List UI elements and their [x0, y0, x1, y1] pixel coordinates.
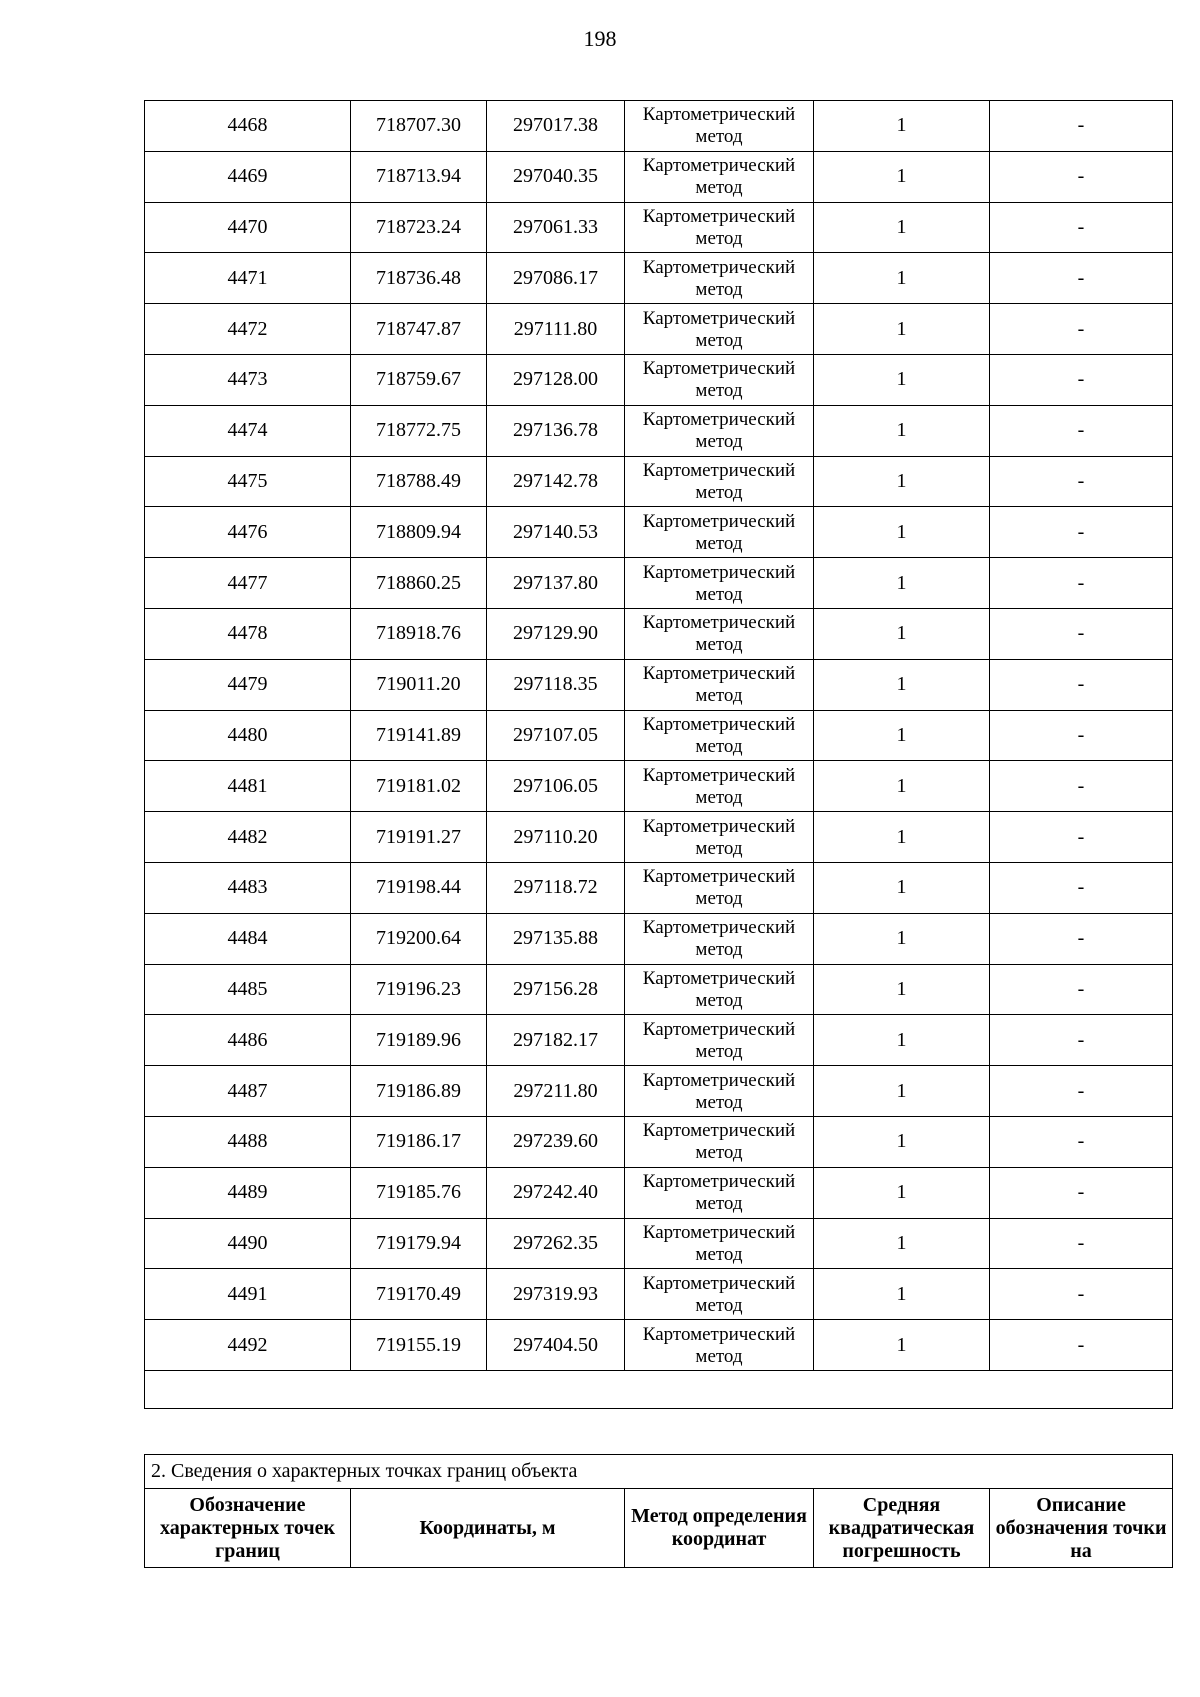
x-coordinate-cell: 719186.17 — [351, 1116, 487, 1167]
x-coordinate-cell: 719196.23 — [351, 964, 487, 1015]
table-row — [145, 913, 1173, 964]
point-id-cell: 4472 — [145, 304, 351, 355]
description-cell: - — [990, 1015, 1173, 1066]
description-cell: - — [990, 354, 1173, 405]
x-coordinate-cell: 719185.76 — [351, 1167, 487, 1218]
method-cell: Картометрический метод — [625, 456, 814, 507]
x-coordinate-cell: 719179.94 — [351, 1218, 487, 1269]
header-accuracy: Средняя квадратическая погрешность — [814, 1489, 990, 1568]
description-cell: - — [990, 507, 1173, 558]
point-id-cell: 4477 — [145, 558, 351, 609]
description-cell: - — [990, 761, 1173, 812]
description-cell: - — [990, 405, 1173, 456]
x-coordinate-cell: 718918.76 — [351, 608, 487, 659]
accuracy-cell: 1 — [814, 1269, 990, 1320]
point-id-cell: 4480 — [145, 710, 351, 761]
x-coordinate-cell: 718707.30 — [351, 101, 487, 152]
x-coordinate-cell: 718772.75 — [351, 405, 487, 456]
accuracy-cell: 1 — [814, 151, 990, 202]
x-coordinate-cell: 719170.49 — [351, 1269, 487, 1320]
point-id-cell: 4491 — [145, 1269, 351, 1320]
method-cell: Картометрический метод — [625, 1015, 814, 1066]
y-coordinate-cell: 297211.80 — [487, 1066, 625, 1117]
accuracy-cell: 1 — [814, 101, 990, 152]
table-row — [145, 456, 1173, 507]
point-id-cell: 4468 — [145, 101, 351, 152]
y-coordinate-cell: 297086.17 — [487, 253, 625, 304]
header-coordinates: Координаты, м — [351, 1489, 625, 1568]
accuracy-cell: 1 — [814, 507, 990, 558]
y-coordinate-cell: 297140.53 — [487, 507, 625, 558]
y-coordinate-cell: 297156.28 — [487, 964, 625, 1015]
table-row — [145, 1320, 1173, 1371]
x-coordinate-cell: 718788.49 — [351, 456, 487, 507]
table-row — [145, 1015, 1173, 1066]
method-cell: Картометрический метод — [625, 354, 814, 405]
x-coordinate-cell: 719181.02 — [351, 761, 487, 812]
x-coordinate-cell: 719011.20 — [351, 659, 487, 710]
point-id-cell: 4473 — [145, 354, 351, 405]
section-2-table — [144, 1454, 1173, 1568]
point-id-cell: 4476 — [145, 507, 351, 558]
y-coordinate-cell: 297182.17 — [487, 1015, 625, 1066]
point-id-cell: 4483 — [145, 862, 351, 913]
method-cell: Картометрический метод — [625, 608, 814, 659]
accuracy-cell: 1 — [814, 1116, 990, 1167]
table-row — [145, 862, 1173, 913]
x-coordinate-cell: 719141.89 — [351, 710, 487, 761]
x-coordinate-cell: 719186.89 — [351, 1066, 487, 1117]
point-id-cell: 4488 — [145, 1116, 351, 1167]
point-id-cell: 4469 — [145, 151, 351, 202]
table-row — [145, 710, 1173, 761]
method-cell: Картометрический метод — [625, 862, 814, 913]
accuracy-cell: 1 — [814, 253, 990, 304]
y-coordinate-cell: 297107.05 — [487, 710, 625, 761]
description-cell: - — [990, 202, 1173, 253]
description-cell: - — [990, 862, 1173, 913]
header-point-designation: Обозначение характерных точек границ — [145, 1489, 351, 1568]
table-row — [145, 405, 1173, 456]
description-cell: - — [990, 1066, 1173, 1117]
method-cell: Картометрический метод — [625, 151, 814, 202]
y-coordinate-cell: 297242.40 — [487, 1167, 625, 1218]
empty-cell — [145, 1370, 1173, 1408]
accuracy-cell: 1 — [814, 659, 990, 710]
point-id-cell: 4470 — [145, 202, 351, 253]
point-id-cell: 4479 — [145, 659, 351, 710]
method-cell: Картометрический метод — [625, 101, 814, 152]
description-cell: - — [990, 1269, 1173, 1320]
x-coordinate-cell: 719189.96 — [351, 1015, 487, 1066]
point-id-cell: 4487 — [145, 1066, 351, 1117]
method-cell: Картометрический метод — [625, 710, 814, 761]
description-cell: - — [990, 456, 1173, 507]
point-id-cell: 4471 — [145, 253, 351, 304]
point-id-cell: 4486 — [145, 1015, 351, 1066]
point-id-cell: 4475 — [145, 456, 351, 507]
point-id-cell: 4474 — [145, 405, 351, 456]
y-coordinate-cell: 297142.78 — [487, 456, 625, 507]
accuracy-cell: 1 — [814, 1218, 990, 1269]
x-coordinate-cell: 719198.44 — [351, 862, 487, 913]
y-coordinate-cell: 297137.80 — [487, 558, 625, 609]
method-cell: Картометрический метод — [625, 913, 814, 964]
method-cell: Картометрический метод — [625, 1066, 814, 1117]
x-coordinate-cell: 718759.67 — [351, 354, 487, 405]
method-cell: Картометрический метод — [625, 659, 814, 710]
x-coordinate-cell: 718723.24 — [351, 202, 487, 253]
table-row — [145, 761, 1173, 812]
description-cell: - — [990, 558, 1173, 609]
point-id-cell: 4481 — [145, 761, 351, 812]
table-row — [145, 202, 1173, 253]
accuracy-cell: 1 — [814, 710, 990, 761]
description-cell: - — [990, 964, 1173, 1015]
y-coordinate-cell: 297110.20 — [487, 812, 625, 863]
x-coordinate-cell: 719155.19 — [351, 1320, 487, 1371]
y-coordinate-cell: 297040.35 — [487, 151, 625, 202]
method-cell: Картометрический метод — [625, 202, 814, 253]
accuracy-cell: 1 — [814, 1015, 990, 1066]
method-cell: Картометрический метод — [625, 253, 814, 304]
y-coordinate-cell: 297404.50 — [487, 1320, 625, 1371]
y-coordinate-cell: 297017.38 — [487, 101, 625, 152]
accuracy-cell: 1 — [814, 1066, 990, 1117]
table-row — [145, 253, 1173, 304]
table-row — [145, 558, 1173, 609]
x-coordinate-cell: 718860.25 — [351, 558, 487, 609]
accuracy-cell: 1 — [814, 405, 990, 456]
point-id-cell: 4492 — [145, 1320, 351, 1371]
table-row — [145, 964, 1173, 1015]
y-coordinate-cell: 297135.88 — [487, 913, 625, 964]
y-coordinate-cell: 297106.05 — [487, 761, 625, 812]
header-description: Описание обозначения точки на — [990, 1489, 1173, 1568]
accuracy-cell: 1 — [814, 1320, 990, 1371]
method-cell: Картометрический метод — [625, 507, 814, 558]
section-2-title: 2. Сведения о характерных точках границ объекта — [145, 1455, 1173, 1489]
description-cell: - — [990, 151, 1173, 202]
x-coordinate-cell: 718747.87 — [351, 304, 487, 355]
description-cell: - — [990, 253, 1173, 304]
x-coordinate-cell: 718736.48 — [351, 253, 487, 304]
description-cell: - — [990, 101, 1173, 152]
method-cell: Картометрический метод — [625, 761, 814, 812]
description-cell: - — [990, 608, 1173, 659]
method-cell: Картометрический метод — [625, 964, 814, 1015]
method-cell: Картометрический метод — [625, 1320, 814, 1371]
accuracy-cell: 1 — [814, 202, 990, 253]
point-id-cell: 4489 — [145, 1167, 351, 1218]
table-row — [145, 507, 1173, 558]
table-row — [145, 304, 1173, 355]
table-row — [145, 659, 1173, 710]
y-coordinate-cell: 297118.35 — [487, 659, 625, 710]
coordinates-table-body — [145, 101, 1173, 1409]
y-coordinate-cell: 297061.33 — [487, 202, 625, 253]
y-coordinate-cell: 297262.35 — [487, 1218, 625, 1269]
table-row — [145, 101, 1173, 152]
method-cell: Картометрический метод — [625, 1167, 814, 1218]
description-cell: - — [990, 304, 1173, 355]
table-row — [145, 1269, 1173, 1320]
y-coordinate-cell: 297136.78 — [487, 405, 625, 456]
accuracy-cell: 1 — [814, 862, 990, 913]
coordinates-table — [144, 100, 1173, 1409]
y-coordinate-cell: 297111.80 — [487, 304, 625, 355]
description-cell: - — [990, 1116, 1173, 1167]
table-row — [145, 812, 1173, 863]
description-cell: - — [990, 913, 1173, 964]
description-cell: - — [990, 812, 1173, 863]
description-cell: - — [990, 659, 1173, 710]
point-id-cell: 4478 — [145, 608, 351, 659]
method-cell: Картометрический метод — [625, 558, 814, 609]
description-cell: - — [990, 1218, 1173, 1269]
table-row — [145, 1218, 1173, 1269]
accuracy-cell: 1 — [814, 558, 990, 609]
page-number: 198 — [583, 26, 617, 51]
method-cell: Картометрический метод — [625, 812, 814, 863]
header-method: Метод определения координат — [625, 1489, 814, 1568]
point-id-cell: 4485 — [145, 964, 351, 1015]
y-coordinate-cell: 297118.72 — [487, 862, 625, 913]
x-coordinate-cell: 718809.94 — [351, 507, 487, 558]
table-row — [145, 1066, 1173, 1117]
x-coordinate-cell: 719191.27 — [351, 812, 487, 863]
accuracy-cell: 1 — [814, 304, 990, 355]
method-cell: Картометрический метод — [625, 1116, 814, 1167]
table-row — [145, 608, 1173, 659]
point-id-cell: 4484 — [145, 913, 351, 964]
y-coordinate-cell: 297239.60 — [487, 1116, 625, 1167]
x-coordinate-cell: 719200.64 — [351, 913, 487, 964]
x-coordinate-cell: 718713.94 — [351, 151, 487, 202]
method-cell: Картометрический метод — [625, 1269, 814, 1320]
y-coordinate-cell: 297319.93 — [487, 1269, 625, 1320]
table-row — [145, 1167, 1173, 1218]
point-id-cell: 4490 — [145, 1218, 351, 1269]
table-row — [145, 1116, 1173, 1167]
method-cell: Картометрический метод — [625, 304, 814, 355]
accuracy-cell: 1 — [814, 761, 990, 812]
description-cell: - — [990, 1320, 1173, 1371]
accuracy-cell: 1 — [814, 964, 990, 1015]
accuracy-cell: 1 — [814, 456, 990, 507]
method-cell: Картометрический метод — [625, 405, 814, 456]
description-cell: - — [990, 710, 1173, 761]
accuracy-cell: 1 — [814, 913, 990, 964]
accuracy-cell: 1 — [814, 608, 990, 659]
empty-row — [145, 1370, 1173, 1408]
accuracy-cell: 1 — [814, 354, 990, 405]
accuracy-cell: 1 — [814, 1167, 990, 1218]
point-id-cell: 4482 — [145, 812, 351, 863]
method-cell: Картометрический метод — [625, 1218, 814, 1269]
table-row — [145, 354, 1173, 405]
y-coordinate-cell: 297129.90 — [487, 608, 625, 659]
table-row — [145, 151, 1173, 202]
description-cell: - — [990, 1167, 1173, 1218]
accuracy-cell: 1 — [814, 812, 990, 863]
y-coordinate-cell: 297128.00 — [487, 354, 625, 405]
